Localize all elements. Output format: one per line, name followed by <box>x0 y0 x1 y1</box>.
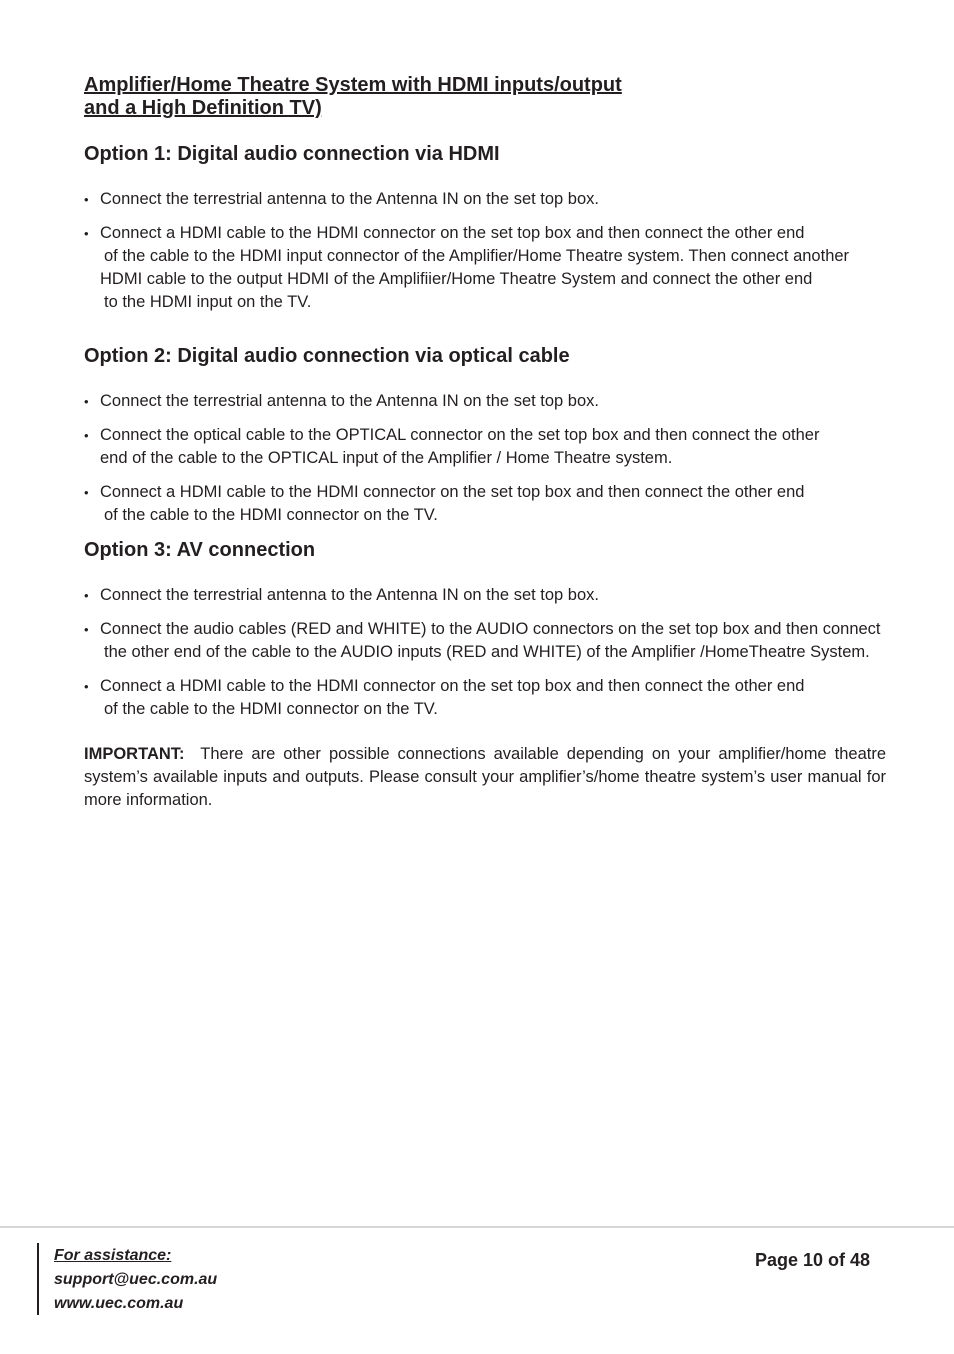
list-item-text: HDMI cable to the output HDMI of the Amplifiier/Home Theatre System and connect the other end <box>100 270 813 288</box>
website-link[interactable]: www.uec.com.au <box>54 1295 184 1312</box>
footer-accent-bar <box>37 1243 39 1315</box>
document-title-line: and a High Definition TV) <box>84 97 322 119</box>
list-item <box>84 584 886 607</box>
list-item-text: • Connect the terrestrial antenna to the Antenna IN on the set top box. <box>100 392 599 410</box>
list-item-text: of the cable to the HDMI connector on the TV. <box>104 506 438 524</box>
important-note <box>84 743 886 812</box>
document-title <box>84 74 886 120</box>
section-heading-option-1: Option 1: Digital audio connection via HDMI <box>84 143 500 165</box>
list-item <box>84 424 886 470</box>
list-item-text: • Connect the terrestrial antenna to the Antenna IN on the set top box. <box>100 586 599 604</box>
list-item-text: • Connect the terrestrial antenna to the Antenna IN on the set top box. <box>100 190 599 208</box>
list-item-text: the other end of the cable to the AUDIO inputs (RED and WHITE) of the Amplifier /HomeTheatre System. <box>104 643 870 661</box>
footer-contact <box>54 1244 217 1316</box>
list-item-text: of the cable to the HDMI connector on the TV. <box>104 700 438 718</box>
list-item-text: • Connect a HDMI cable to the HDMI connector on the set top box and then connect the other end <box>100 224 805 242</box>
list-item <box>84 481 886 527</box>
list-item-text: • Connect a HDMI cable to the HDMI connector on the set top box and then connect the other end <box>100 677 805 695</box>
option-2-steps <box>84 390 886 527</box>
list-item-text: to the HDMI input on the TV. <box>104 293 312 311</box>
option-3-steps <box>84 584 886 721</box>
assistance-label: For assistance: <box>54 1247 172 1264</box>
list-item <box>84 675 886 721</box>
list-item <box>84 390 886 413</box>
important-text: There are other possible connections available depending on your amplifier/home theatre system’s available inputs and outputs. Please consult your amplifier’s/home theatre system’s user manual for more information. <box>84 745 887 809</box>
page-number: Page 10 of 48 <box>754 1250 870 1270</box>
list-item-text: • Connect a HDMI cable to the HDMI connector on the set top box and then connect the other end <box>100 483 805 501</box>
section-heading-option-3: Option 3: AV connection <box>84 539 316 561</box>
list-item-text: end of the cable to the OPTICAL input of the Amplifier / Home Theatre system. <box>100 449 673 467</box>
option-1-steps <box>84 188 886 314</box>
list-item-text: • Connect the audio cables (RED and WHITE) to the AUDIO connectors on the set top box and then connect <box>100 620 881 638</box>
section-heading-option-2: Option 2: Digital audio connection via optical cable <box>84 345 570 367</box>
list-item-text: of the cable to the HDMI input connector of the Amplifier/Home Theatre system. Then connect another <box>104 247 850 265</box>
support-email-link[interactable]: support@uec.com.au <box>54 1271 218 1288</box>
document-body <box>84 74 886 812</box>
document-title-line: Amplifier/Home Theatre System with HDMI inputs/output <box>84 74 622 96</box>
list-item <box>84 188 886 211</box>
important-label: IMPORTANT: <box>84 745 185 763</box>
footer-divider <box>0 1226 954 1228</box>
list-item <box>84 222 886 314</box>
list-item-text: • Connect the optical cable to the OPTICAL connector on the set top box and then connect the other <box>100 426 820 444</box>
list-item <box>84 618 886 664</box>
